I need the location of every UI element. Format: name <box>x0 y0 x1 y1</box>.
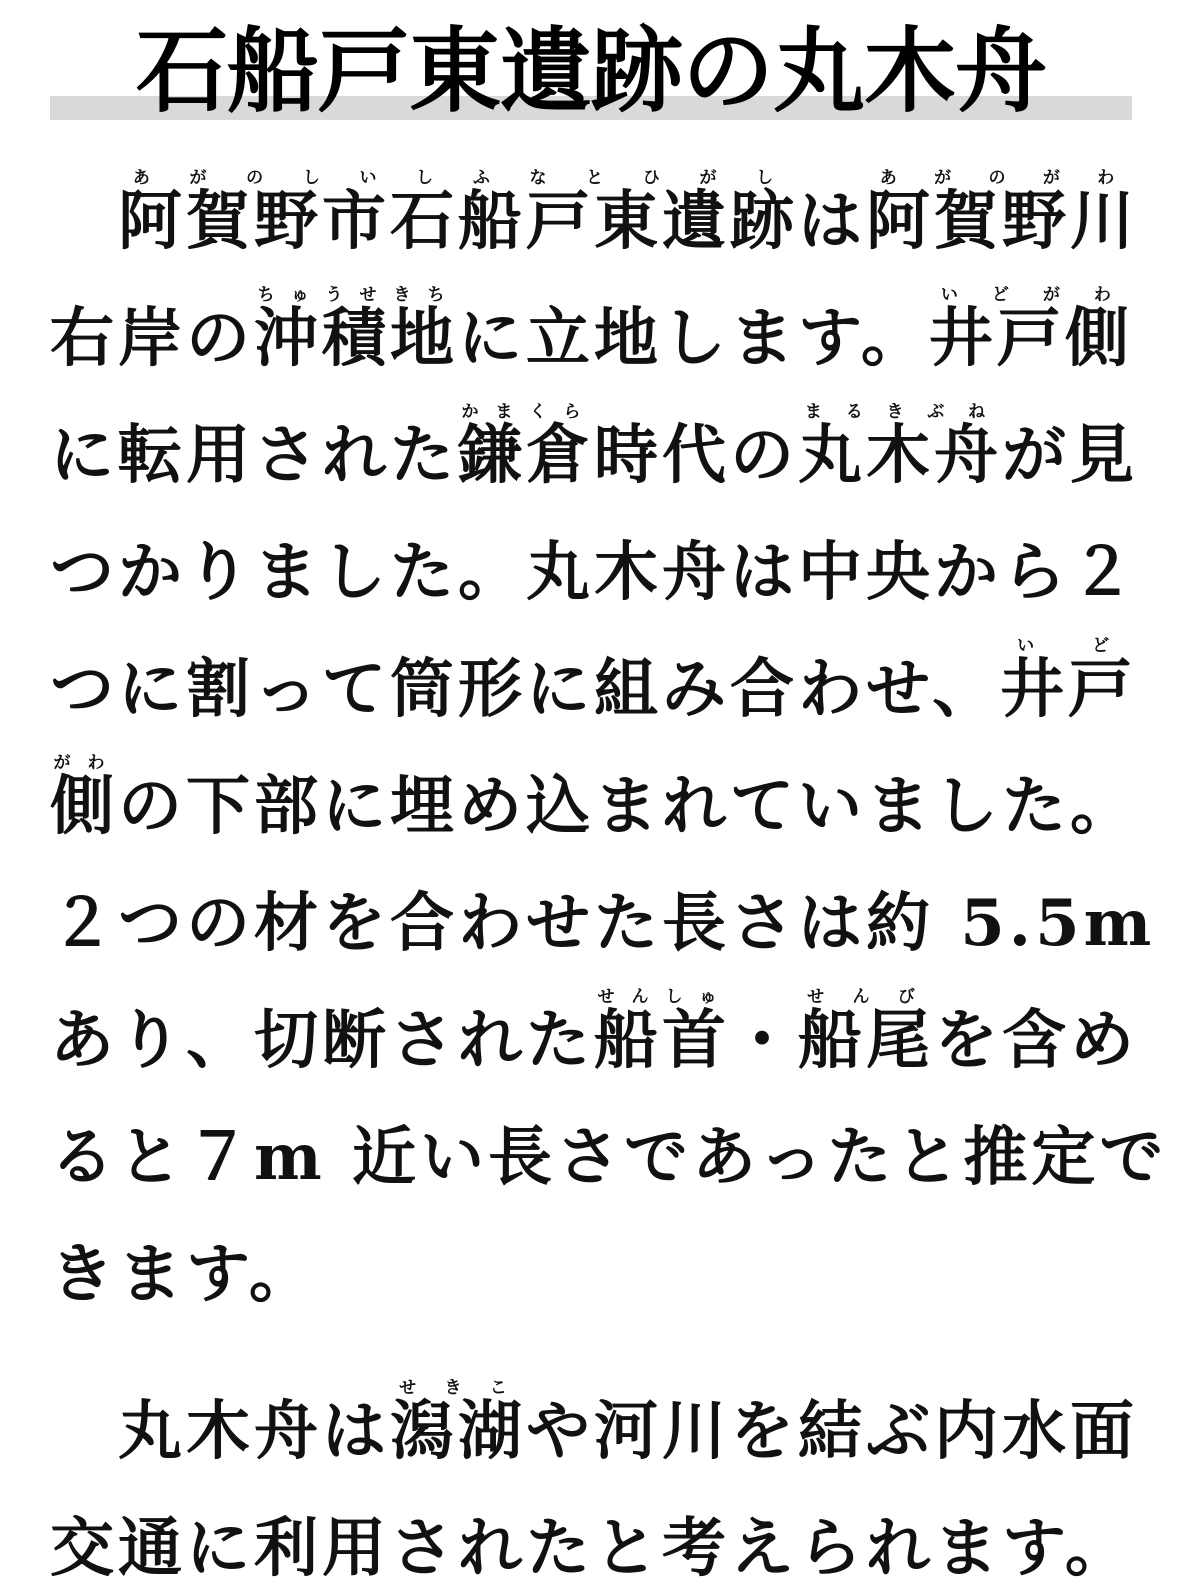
title-block <box>50 18 1132 130</box>
ruby-word <box>594 987 730 1078</box>
ruby-reading: ちゅうせきち <box>254 285 458 305</box>
article-body <box>50 150 1168 1594</box>
ruby-word <box>798 987 934 1078</box>
body-text-span: きます。 <box>50 1237 317 1312</box>
body-text-span: や河川を結ぶ内水面 <box>526 1394 1138 1469</box>
body-text-span: つに割って筒形に組み合わせ、 <box>50 652 1001 727</box>
ruby-reading: せんしゅ <box>594 987 730 1007</box>
body-text-span: ２つの材を合わせた長さは約 5.5m <box>50 886 1156 961</box>
body-text-span: の下部に埋め込まれていました。 <box>118 769 1138 844</box>
ruby-reading: あがのしいしふなとひがし <box>118 168 798 188</box>
body-text-span: 丸木舟は <box>118 1394 390 1469</box>
page-title: 石船戸東遺跡の丸木舟 <box>135 18 1046 125</box>
ruby-reading: かまくら <box>458 402 594 422</box>
body-text-span: に転用された <box>50 418 458 493</box>
indent <box>50 184 118 259</box>
body-text-span: あり、切断された <box>50 1003 594 1078</box>
paragraph-2-line-2 <box>50 1477 1140 1594</box>
ruby-reading: いどがわ <box>928 285 1133 305</box>
body-text-span: が見 <box>1002 418 1138 493</box>
indent <box>50 1394 118 1469</box>
ruby-reading: いど <box>1000 636 1137 656</box>
body-text-span: を含め <box>934 1003 1138 1078</box>
ruby-base: 船尾 <box>798 1003 934 1078</box>
ruby-reading: せきこ <box>390 1378 526 1398</box>
ruby-word <box>118 168 798 259</box>
ruby-base: 丸木舟 <box>798 418 1002 493</box>
ruby-base: 沖積地 <box>254 301 458 376</box>
ruby-base: 船首 <box>594 1003 730 1078</box>
ruby-base: 阿賀野市石船戸東遺跡 <box>118 184 798 259</box>
ruby-word <box>254 285 458 376</box>
body-text-span: つかりました。丸木舟は中央から２ <box>50 535 1138 610</box>
ruby-reading: あがのがわ <box>866 168 1138 188</box>
paragraph-1-line-1 <box>50 150 1140 267</box>
paragraph-1-line-6 <box>50 735 1140 852</box>
body-text-span: は <box>798 184 866 259</box>
paragraph-1-line-8 <box>50 969 1140 1086</box>
paragraph-2-line-1 <box>50 1360 1140 1477</box>
paragraph-1-line-9 <box>50 1086 1168 1203</box>
ruby-base: 鎌倉 <box>458 418 594 493</box>
ruby-word <box>928 285 1133 376</box>
ruby-base: 側 <box>50 769 118 844</box>
ruby-base: 阿賀野川 <box>866 184 1138 259</box>
paragraph-1-line-7 <box>50 852 1156 969</box>
paragraph-1-line-2 <box>50 267 1140 384</box>
ruby-word <box>458 402 594 493</box>
ruby-reading: せんび <box>798 987 934 1007</box>
paragraph-1-line-4 <box>50 501 1140 618</box>
body-text-span: 右岸の <box>50 301 254 376</box>
ruby-base: 潟湖 <box>390 1394 526 1469</box>
body-text-span: に立地します。 <box>458 301 929 376</box>
ruby-reading: がわ <box>50 753 118 773</box>
paragraph-1-line-10 <box>50 1203 1140 1320</box>
paragraph-1-line-3 <box>50 384 1140 501</box>
body-text-span: 交通に利用されたと考えられます。 <box>50 1511 1133 1586</box>
paragraph-1-line-5 <box>50 618 1140 735</box>
body-text-span: 時代の <box>594 418 798 493</box>
ruby-word <box>390 1378 526 1469</box>
ruby-base: 井戸 <box>1000 652 1137 727</box>
body-text-span: ・ <box>730 1003 798 1078</box>
ruby-base: 井戸側 <box>928 301 1133 376</box>
ruby-word <box>866 168 1138 259</box>
paragraph-gap <box>50 1320 1140 1360</box>
body-text-span: ると７m 近い長さであったと推定で <box>50 1120 1168 1195</box>
ruby-word <box>1000 636 1137 727</box>
ruby-word <box>50 753 118 844</box>
ruby-reading: まるきぶね <box>798 402 1002 422</box>
ruby-word <box>798 402 1002 493</box>
